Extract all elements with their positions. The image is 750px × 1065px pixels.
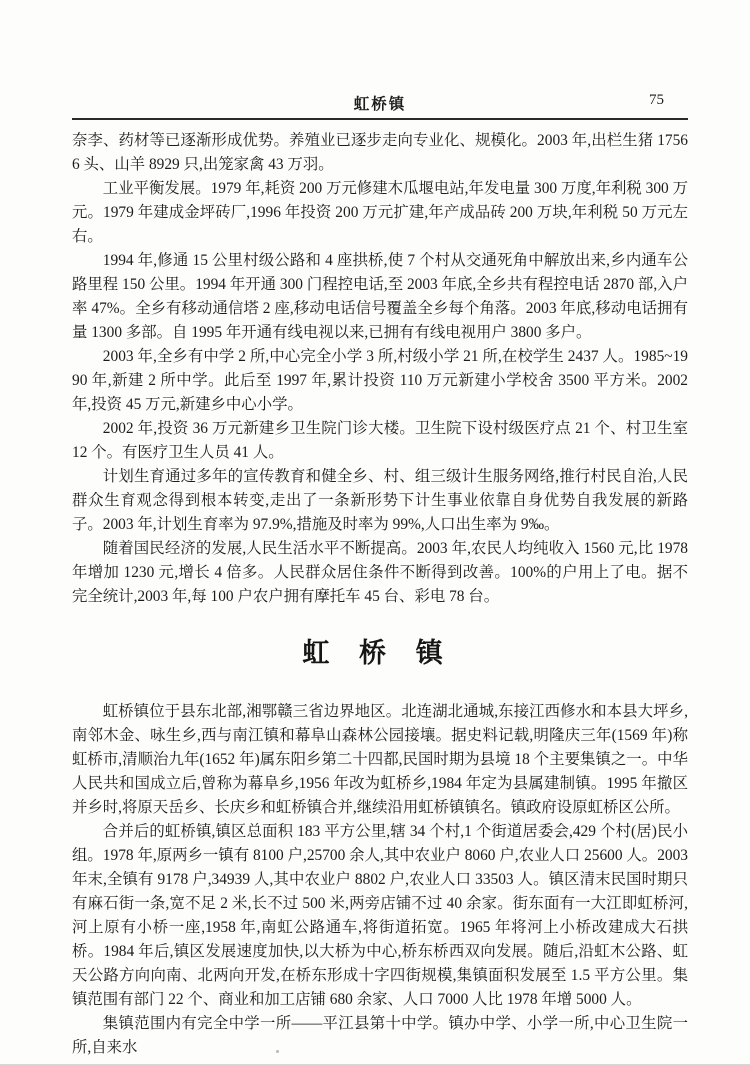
section-title: 虹桥镇 [302,638,473,668]
paragraph-education: 2003 年,全乡有中学 2 所,中心完全小学 3 所,村级小学 21 所,在校学生 2437 人。1985~1990 年,新建 2 所中学。此后至 1997 年,累计投资 110 万元新建小学校舍 3500 平方米。2002 年,投资 45 万元,新建乡中心小学。 [72,348,688,413]
page-number: 75 [649,92,664,108]
paragraph-town-area-population: 合并后的虹桥镇,镇区总面积 183 平方公里,辖 34 个村,1 个街道居委会,429 个村(居)民小组。1978 年,原两乡一镇有 8100 户,25700 余人,其中农业户 8060 户,农业人口 25600 人。2003 年末,全镇有 9178 户,34939 人,其中农业户 8802 户,农业人口 33503 人。镇区清末民国时期只有麻石街一条,宽不足 2 米,长不过 500 米,两旁店铺不过 40 余家。街东面有一大江即虹桥河,河上原有小桥一座,1958 年,南虹公路通车,将街道拓宽。1965 年将河上小桥改建成大石拱桥。1984 年后,镇区发展速度加快,以大桥为中心,桥东桥西双向发展。随后,沿虹木公路、虹天公路方向向南、北两向开发,在桥东形成十字四街规模,集镇面积发展至 1.5 平方公里。集镇范围有部门 22 个、商业和加工店铺 680 余家、人口 7000 人比 1978 年增 5000 人。 [72,823,688,1008]
running-header-title: 虹桥镇 [353,96,407,113]
paragraph-health: 2002 年,投资 36 万元新建乡卫生院门诊大楼。卫生院下设村级医疗点 21 个、村卫生室 12 个。有医疗卫生人员 41 人。 [72,420,688,461]
page-body [72,129,688,1060]
header-rule [72,118,688,120]
paragraph-living-standards: 随着国民经济的发展,人民生活水平不断提高。2003 年,农民人均纯收入 1560 元,比 1978 年增加 1230 元,增长 4 倍多。人民群众居住条件不断得到改善。100%的户用上了电。据不完全统计,2003 年,每 100 户农户拥有摩托车 45 台、彩电 78 台。 [72,540,688,605]
paragraph-town-facilities: 集镇范围内有完全中学一所——平江县第十中学。镇办中学、小学一所,中心卫生院一所,自来水 [72,1015,688,1056]
paragraph-roads-telecom: 1994 年,修通 15 公里村级公路和 4 座拱桥,使 7 个村从交通死角中解放出来,乡内通车公路里程 150 公里。1994 年开通 300 门程控电话,至 2003 年底,全乡共有程控电话 2870 部,入户率 47%。全乡有移动通信塔 2 座,移动电话信号覆盖全乡每个角落。2003 年底,移动电话拥有量 1300 多部。自 1995 年开通有线电视以来,已拥有有线电视用户 3800 多户。 [72,252,688,341]
running-header [72,92,688,114]
paragraph-industry: 工业平衡发展。1979 年,耗资 200 万元修建木瓜堰电站,年发电量 300 万度,年利税 300 万元。1979 年建成金坪砖厂,1996 年投资 200 万元扩建,年产成品砖 200 万块,年利税 50 万元左右。 [72,180,688,245]
scan-speck [276,1050,279,1053]
paragraph-continuation-livestock: 奈李、药材等已逐渐形成优势。养殖业已逐步走向专业化、规模化。2003 年,出栏生猪 17566 头、山羊 8929 只,出笼家禽 43 万羽。 [72,132,688,173]
paragraph-town-location-history: 虹桥镇位于县东北部,湘鄂赣三省边界地区。北连湖北通城,东接江西修水和本县大坪乡,南邻木金、咏生乡,西与南江镇和幕阜山森林公园接壤。据史料记载,明隆庆三年(1569 年)称虹桥市,清顺治九年(1652 年)属东阳乡第二十四都,民国时期为县境 18 个主要集镇之一。中华人民共和国成立后,曾称为幕阜乡,1956 年改为虹桥乡,1984 年定为县属建制镇。1995 年撤区并乡时,将原天岳乡、长庆乡和虹桥镇合并,继续沿用虹桥镇镇名。镇政府设原虹桥区公所。 [72,703,688,816]
paragraph-family-planning: 计划生育通过多年的宣传教育和健全乡、村、组三级计生服务网络,推行村民自治,人民群众生育观念得到根本转变,走出了一条新形势下计生事业依靠自身优势自我发展的新路子。2003 年,计划生育率为 97.9%,措施及时率为 99%,人口出生率为 9‰。 [72,468,688,533]
